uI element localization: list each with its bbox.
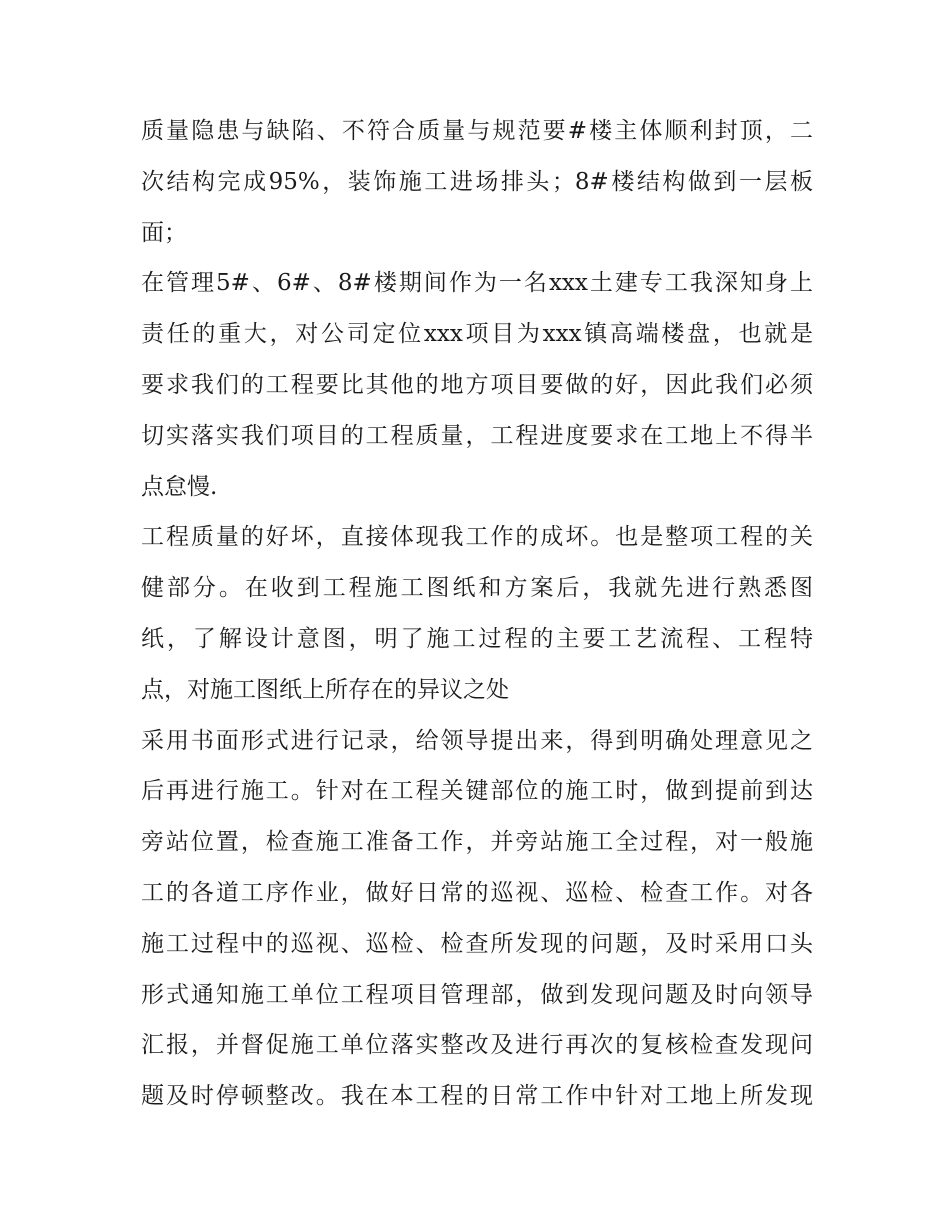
text-line: 质量隐患与缺陷、不符合质量与规范要#楼主体顺利封顶，二 bbox=[141, 118, 813, 144]
paragraph bbox=[141, 512, 813, 715]
text-line: 纸，了解设计意图，明了施工过程的主要工艺流程、工程特 bbox=[141, 625, 813, 652]
text-line: 面； bbox=[141, 219, 187, 246]
text-line: 采用书面形式进行记录，给领导提出来，得到明确处理意见之 bbox=[141, 727, 813, 754]
text-line: 工的各道工序作业，做好日常的巡视、巡检、检查工作。对各 bbox=[141, 879, 813, 906]
text-line: 旁站位置，检查施工准备工作，并旁站施工全过程，对一般施 bbox=[141, 829, 813, 856]
text-line: 汇报，并督促施工单位落实整改及进行再次的复核检查发现问 bbox=[141, 1032, 813, 1059]
paragraph bbox=[141, 106, 813, 258]
text-line: 责任的重大，对公司定位xxx项目为xxx镇高端楼盘，也就是 bbox=[141, 321, 813, 348]
paragraph bbox=[141, 716, 813, 1122]
text-line: 次结构完成95%，装饰施工进场排头；8#楼结构做到一层板 bbox=[141, 168, 813, 195]
text-line: 工程质量的好坏，直接体现我工作的成坏。也是整项工程的关 bbox=[141, 524, 813, 551]
text-line: 在管理5#、6#、8#楼期间作为一名xxx土建专工我深知身上 bbox=[141, 270, 813, 297]
text-line: 要求我们的工程要比其他的地方项目要做的好，因此我们必须 bbox=[141, 371, 813, 398]
text-line: 点，对施工图纸上所存在的异议之处 bbox=[141, 676, 509, 703]
text-line: 健部分。在收到工程施工图纸和方案后，我就先进行熟悉图 bbox=[141, 575, 813, 602]
text-line: 形式通知施工单位工程项目管理部，做到发现问题及时向领导 bbox=[141, 981, 813, 1008]
text-line: 施工过程中的巡视、巡检、检查所发现的问题，及时采用口头 bbox=[141, 930, 813, 957]
document-body bbox=[141, 106, 813, 1122]
text-line: 切实落实我们项目的工程质量，工程进度要求在工地上不得半 bbox=[141, 422, 813, 449]
text-line: 点怠慢. bbox=[141, 473, 218, 500]
text-line: 题及时停顿整改。我在本工程的日常工作中针对工地上所发现 bbox=[141, 1083, 813, 1110]
text-line: 后再进行施工。针对在工程关键部位的施工时，做到提前到达 bbox=[141, 778, 813, 805]
paragraph bbox=[141, 258, 813, 512]
